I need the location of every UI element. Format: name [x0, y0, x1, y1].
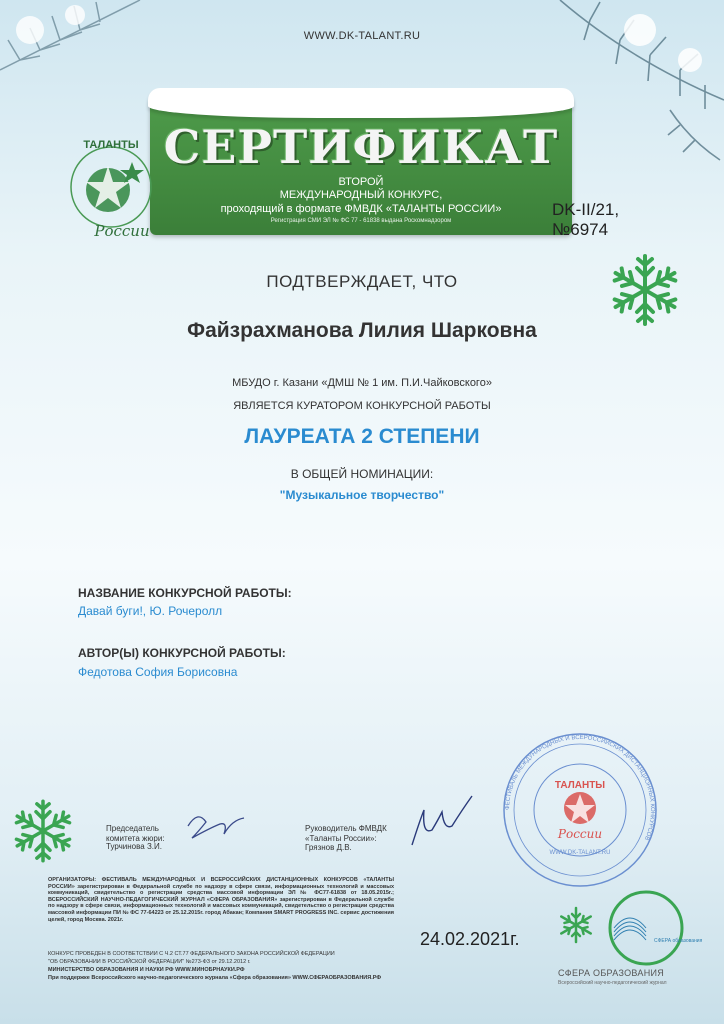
site-url: WWW.DK-TALANT.RU: [303, 30, 421, 42]
author-label: АВТОР(Ы) КОНКУРСНОЙ РАБОТЫ:: [78, 646, 286, 660]
seal-logo-bottom: России: [557, 827, 603, 841]
director-role: Руководитель ФМВДК «Таланты России»:: [305, 824, 387, 843]
curator-statement: ЯВЛЯЕТСЯ КУРАТОРОМ КОНКУРСНОЙ РАБОТЫ: [233, 400, 491, 412]
seal-url: WWW.DK-TALANT.RU: [549, 850, 611, 856]
director-signature: [398, 790, 478, 855]
contest-ordinal: ВТОРОЙ: [338, 176, 384, 188]
footer-legal: [48, 950, 548, 982]
footer-line: КОНКУРС ПРОВЕДЕН В СООТВЕТСТВИИ С Ч.2 СТ.77 ФЕДЕРАЛЬНОГО ЗАКОНА РОССИЙСКОЙ ФЕДЕРАЦИИ: [48, 951, 335, 957]
nomination-value: "Музыкальное творчество": [279, 488, 445, 502]
logo-top-text: ТАЛАНТЫ: [83, 139, 139, 151]
recipient-name: Файзрахманова Лилия Шарковна: [187, 319, 537, 342]
jury-chair-signature: [180, 804, 260, 849]
director-name: Грязнов Д.В.: [305, 843, 352, 852]
certificate-title: СЕРТИФИКАТ: [163, 120, 559, 174]
seal-logo-top: ТАЛАНТЫ: [554, 780, 606, 791]
media-registration: Регистрация СМИ ЭЛ № ФС 77 - 61838 выдана Роскомнадзором: [270, 218, 452, 224]
organizers-text: ОРГАНИЗАТОРЫ: ФЕСТИВАЛЬ МЕЖДУНАРОДНЫХ И ВСЕРОССИЙСКИХ ДИСТАНЦИОННЫХ КОНКУРСОВ «ТАЛАНТЫ РОССИИ» зарегистрирован в Федеральной службе по надзору в сфере связи, информационных технологий и массовых коммуникаций, свидетельство о регистрации средства массовой информации ЭЛ № ФС77-61838 от 18.05.2015г.; ВСЕРОССИЙСКИЙ НАУЧНО-ПЕДАГОГИЧЕСКИЙ ЖУРНАЛ «СФЕРА ОБРАЗОВАНИЯ» зарегистрирован в Федеральной службе по надзору в сфере связи, информационных технологий и массовых коммуникаций, свидетельство о регистрации средства массовой информации ПИ № ФС 77-64223 от 25.12.2015г. город Абакан; Компания SMART PROGRESS INC. сервис достижения целей, город Москва. 2021г.: [48, 877, 394, 923]
logo-bottom-text: России: [94, 222, 150, 240]
footer-line: При поддержке Всероссийского научно-педагогического журнала «Сфера образования» WWW.СФЕРАОБРАЗОВАНИЯ.РФ: [48, 975, 382, 981]
jury-chair-name: Турчинова З.И.: [106, 842, 162, 851]
snowflake-icon: [8, 796, 78, 866]
certificate-series: DK-II/21,: [552, 200, 620, 219]
contest-format: проходящий в формате ФМВДК «ТАЛАНТЫ РОССИИ»: [220, 203, 502, 215]
nomination-label: В ОБЩЕЙ НОМИНАЦИИ:: [290, 467, 434, 481]
footer-line: "ОБ ОБРАЗОВАНИИ В РОССИЙСКОЙ ФЕДЕРАЦИИ" №273-ФЗ от 29.12.2012 г.: [48, 959, 251, 965]
sfera-name: СФЕРА ОБРАЗОВАНИЯ: [558, 968, 665, 978]
sfera-badge-text: СФЕРА образования: [654, 938, 703, 944]
contest-type: МЕЖДУНАРОДНЫЙ КОНКУРС,: [279, 189, 443, 201]
snowflake-icon: [556, 905, 596, 945]
confirm-text: ПОДТВЕРЖДАЕТ, ЧТО: [266, 272, 458, 291]
issue-date: 24.02.2021г.: [420, 929, 520, 949]
sfera-obrazovaniya-logo: [606, 888, 703, 968]
work-title-label: НАЗВАНИЕ КОНКУРСНОЙ РАБОТЫ:: [78, 586, 292, 600]
jury-chair-role: Председатель комитета жюри:: [106, 824, 165, 843]
award-degree: ЛАУРЕАТА 2 СТЕПЕНИ: [244, 425, 480, 448]
footer-line: МИНИСТЕРСТВО ОБРАЗОВАНИЯ И НАУКИ РФ WWW.МИНОБРНАУКИ.РФ: [48, 967, 245, 973]
sfera-subtitle: Всероссийский научно-педагогический журнал: [558, 980, 667, 986]
seal-ring-text: ФЕСТИВАЛЬ МЕЖДУНАРОДНЫХ И ВСЕРОССИЙСКИХ ДИСТАНЦИОННЫХ КОНКУРСОВ: [504, 734, 656, 841]
official-seal: [500, 730, 660, 890]
work-title-value: Давай буги!, Ю. Рочеролл: [78, 604, 223, 618]
institution: МБУДО г. Казани «ДМШ № 1 им. П.И.Чайковского»: [232, 377, 492, 389]
author-value: Федотова София Борисовна: [78, 665, 238, 679]
banner-snow-cap: [148, 88, 574, 118]
talanty-rossii-logo: [66, 132, 156, 242]
certificate-number: №6974: [552, 220, 609, 239]
